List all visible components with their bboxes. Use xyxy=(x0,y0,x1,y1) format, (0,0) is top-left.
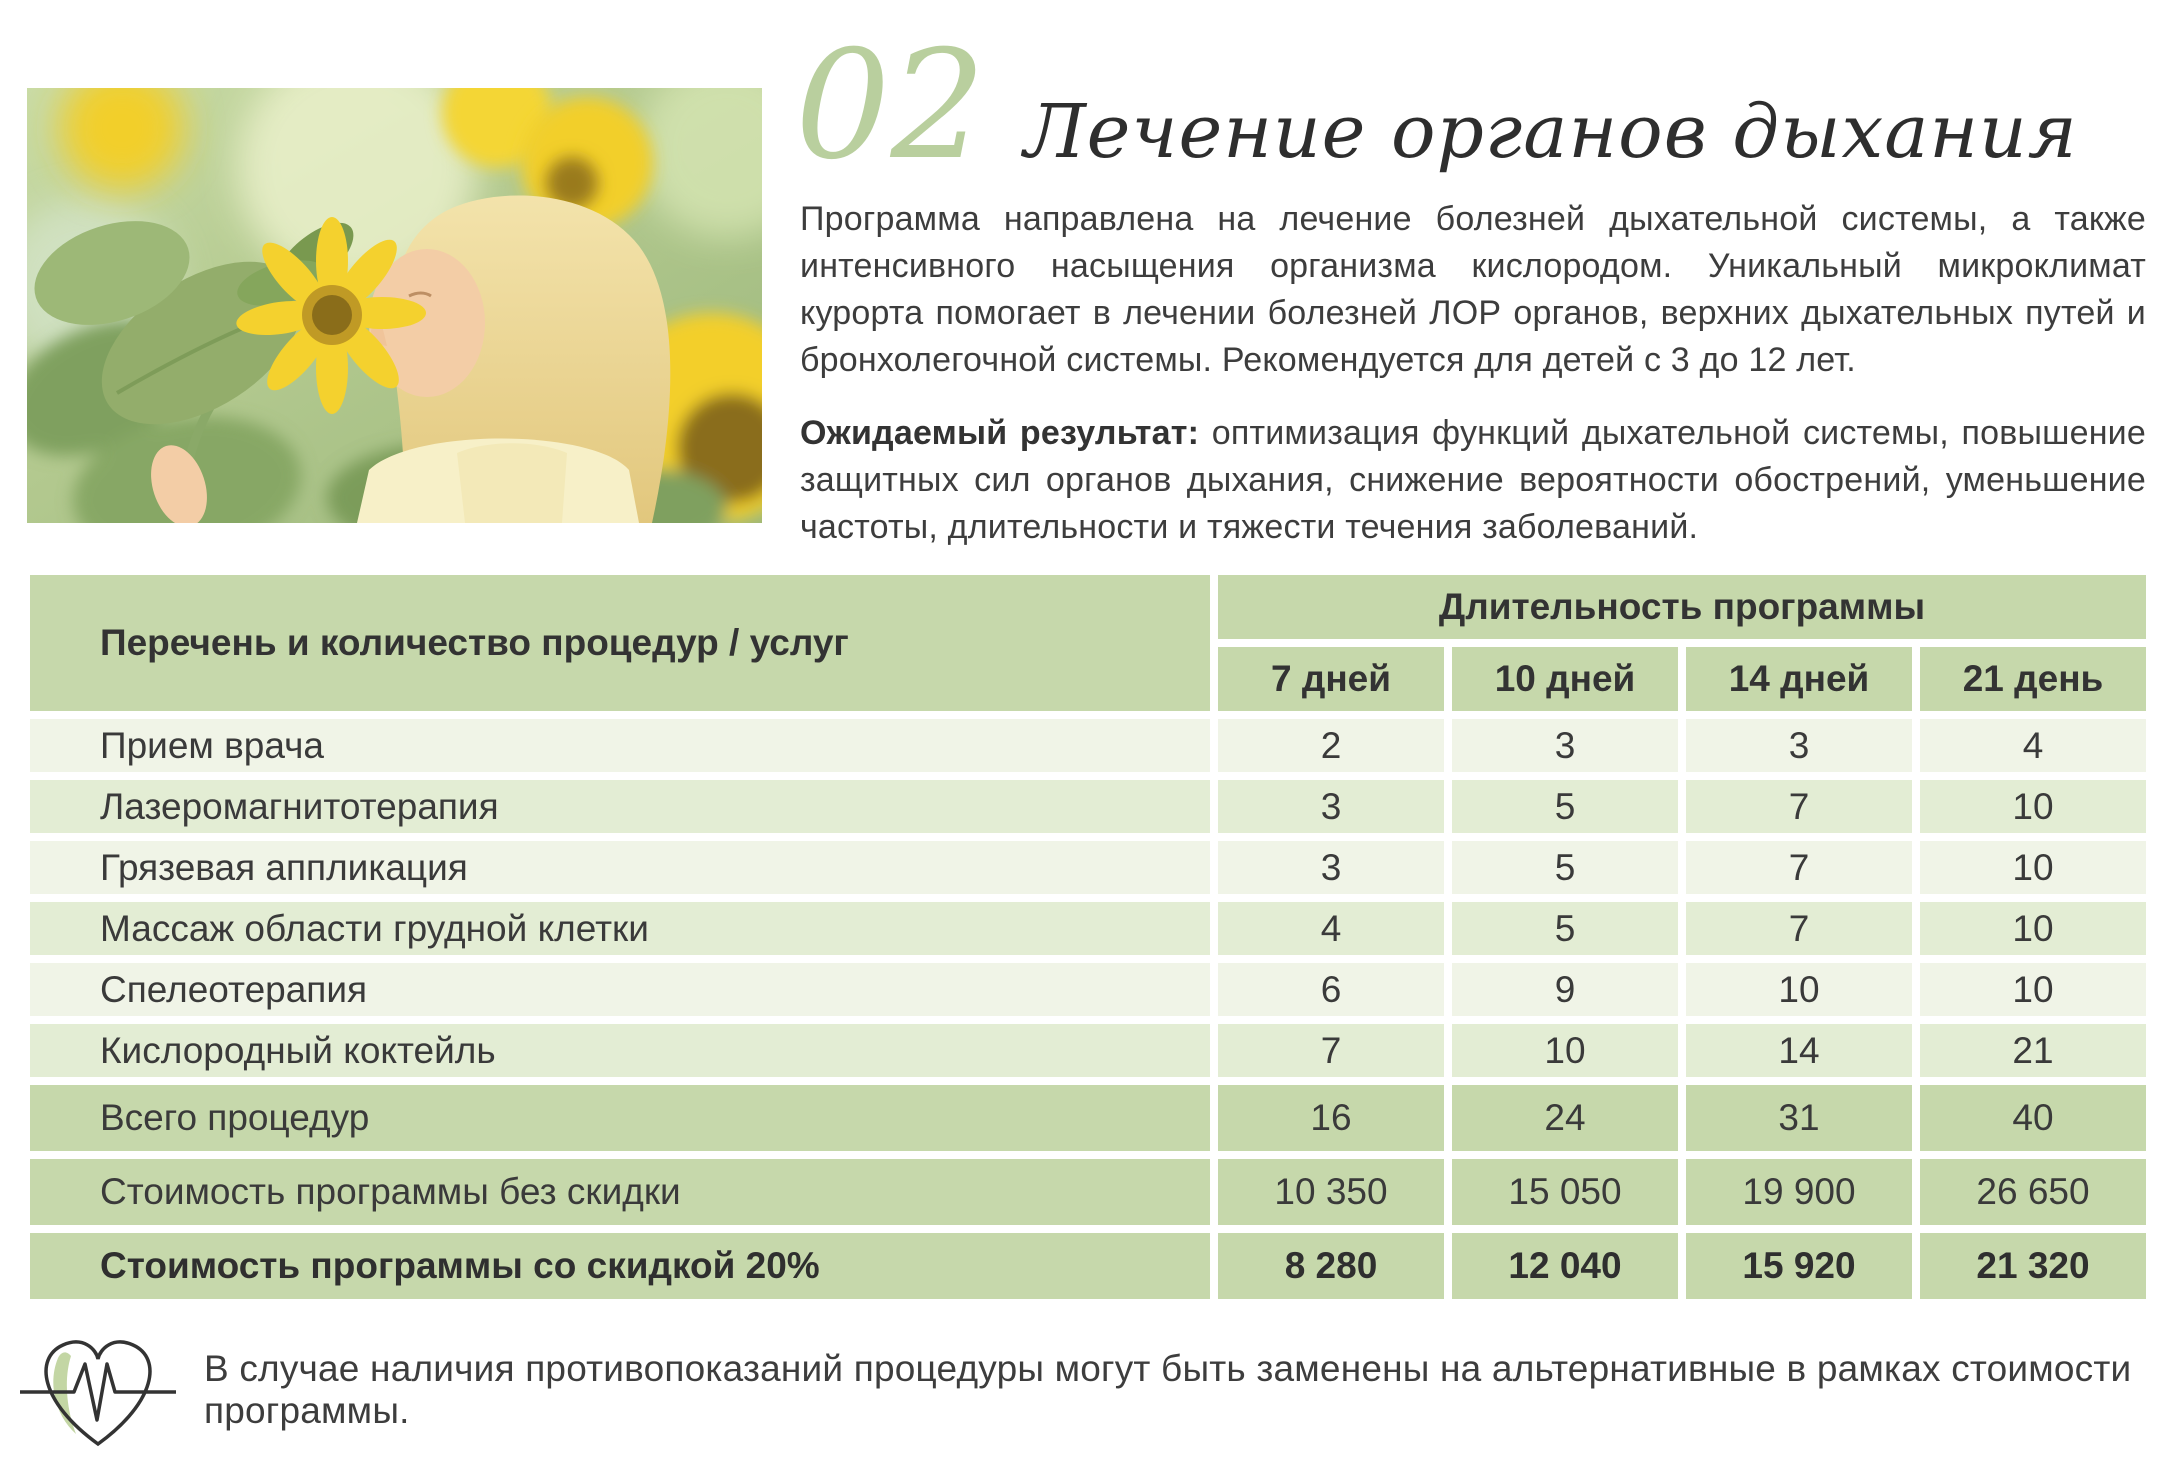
cell-value: 7 xyxy=(1218,1024,1444,1077)
footer-note: В случае наличия противопоказаний процедуры могут быть заменены на альтернативные в рамках стоимости программы. xyxy=(204,1348,2132,1431)
cell-value: 12 040 xyxy=(1452,1233,1678,1299)
cell-value: 21 xyxy=(1920,1024,2146,1077)
cell-value: 3 xyxy=(1452,719,1678,772)
expected-result-label: Ожидаемый результат: xyxy=(800,414,1200,452)
cell-value: 15 920 xyxy=(1686,1233,1912,1299)
row-label: Прием врача xyxy=(30,719,1210,772)
intro-paragraph: Программа направлена на лечение болезней дыхательной системы, а также интенсивного насыщения организма кислородом. Уникальный микроклимат курорта помогает в лечении болезней ЛОР органов, верхних дыхательных путей и бронхолегочной системы. Рекомендуется для детей с 3 до 12 лет. xyxy=(800,200,2146,379)
cell-value: 5 xyxy=(1452,841,1678,894)
cell-value: 5 xyxy=(1452,902,1678,955)
row-label: Массаж области грудной клетки xyxy=(30,902,1210,955)
row-label-price-discount: Стоимость программы со скидкой 20% xyxy=(30,1233,1210,1299)
cell-value: 14 xyxy=(1686,1024,1912,1077)
row-label: Кислородный коктейль xyxy=(30,1024,1210,1077)
cell-value: 7 xyxy=(1686,780,1912,833)
sunflower-girl-illustration xyxy=(27,88,762,523)
table-header-procedures: Перечень и количество процедур / услуг xyxy=(30,575,1210,711)
cell-value: 10 350 xyxy=(1218,1159,1444,1225)
cell-value: 24 xyxy=(1452,1085,1678,1151)
title-row xyxy=(795,19,2145,193)
hero-photo xyxy=(27,88,762,523)
row-label: Лазеромагнитотерапия xyxy=(30,780,1210,833)
cell-value: 10 xyxy=(1686,963,1912,1016)
cell-value: 10 xyxy=(1920,902,2146,955)
row-label: Спелеотерапия xyxy=(30,963,1210,1016)
row-label: Грязевая аппликация xyxy=(30,841,1210,894)
cell-value: 31 xyxy=(1686,1085,1912,1151)
duration-column-14-days: 14 дней xyxy=(1686,647,1912,711)
cell-value: 3 xyxy=(1218,780,1444,833)
page-title: Лечение органов дыхания xyxy=(1023,89,2078,175)
cell-value: 10 xyxy=(1452,1024,1678,1077)
expected-result-text: оптимизация функций дыхательной системы, повышение защитных сил органов дыхания, снижение вероятности обострений, уменьшение частоты, длительности и тяжести течения заболеваний. xyxy=(800,414,2146,546)
cell-value: 3 xyxy=(1686,719,1912,772)
cell-value: 10 xyxy=(1920,780,2146,833)
duration-column-21-days: 21 день xyxy=(1920,647,2146,711)
cell-value: 4 xyxy=(1218,902,1444,955)
expected-result-paragraph xyxy=(800,410,2146,551)
cell-value: 2 xyxy=(1218,719,1444,772)
cell-value: 7 xyxy=(1686,902,1912,955)
row-label-price: Стоимость программы без скидки xyxy=(30,1159,1210,1225)
table-header-duration: Длительность программы xyxy=(1218,575,2146,639)
cell-value: 10 xyxy=(1920,963,2146,1016)
cell-value: 5 xyxy=(1452,780,1678,833)
cell-value: 19 900 xyxy=(1686,1159,1912,1225)
cell-value: 9 xyxy=(1452,963,1678,1016)
section-number: 02 xyxy=(795,19,986,193)
footer-note-row xyxy=(18,1326,2158,1454)
cell-value: 16 xyxy=(1218,1085,1444,1151)
cell-value: 7 xyxy=(1686,841,1912,894)
row-label-total: Всего процедур xyxy=(30,1085,1210,1151)
cell-value: 8 280 xyxy=(1218,1233,1444,1299)
cell-value: 10 xyxy=(1920,841,2146,894)
cell-value: 15 050 xyxy=(1452,1159,1678,1225)
cell-value: 4 xyxy=(1920,719,2146,772)
cell-value: 26 650 xyxy=(1920,1159,2146,1225)
heart-ecg-icon xyxy=(18,1326,178,1454)
cell-value: 40 xyxy=(1920,1085,2146,1151)
duration-column-10-days: 10 дней xyxy=(1452,647,1678,711)
cell-value: 3 xyxy=(1218,841,1444,894)
duration-column-7-days: 7 дней xyxy=(1218,647,1444,711)
cell-value: 21 320 xyxy=(1920,1233,2146,1299)
cell-value: 6 xyxy=(1218,963,1444,1016)
procedures-table xyxy=(30,575,2146,1299)
